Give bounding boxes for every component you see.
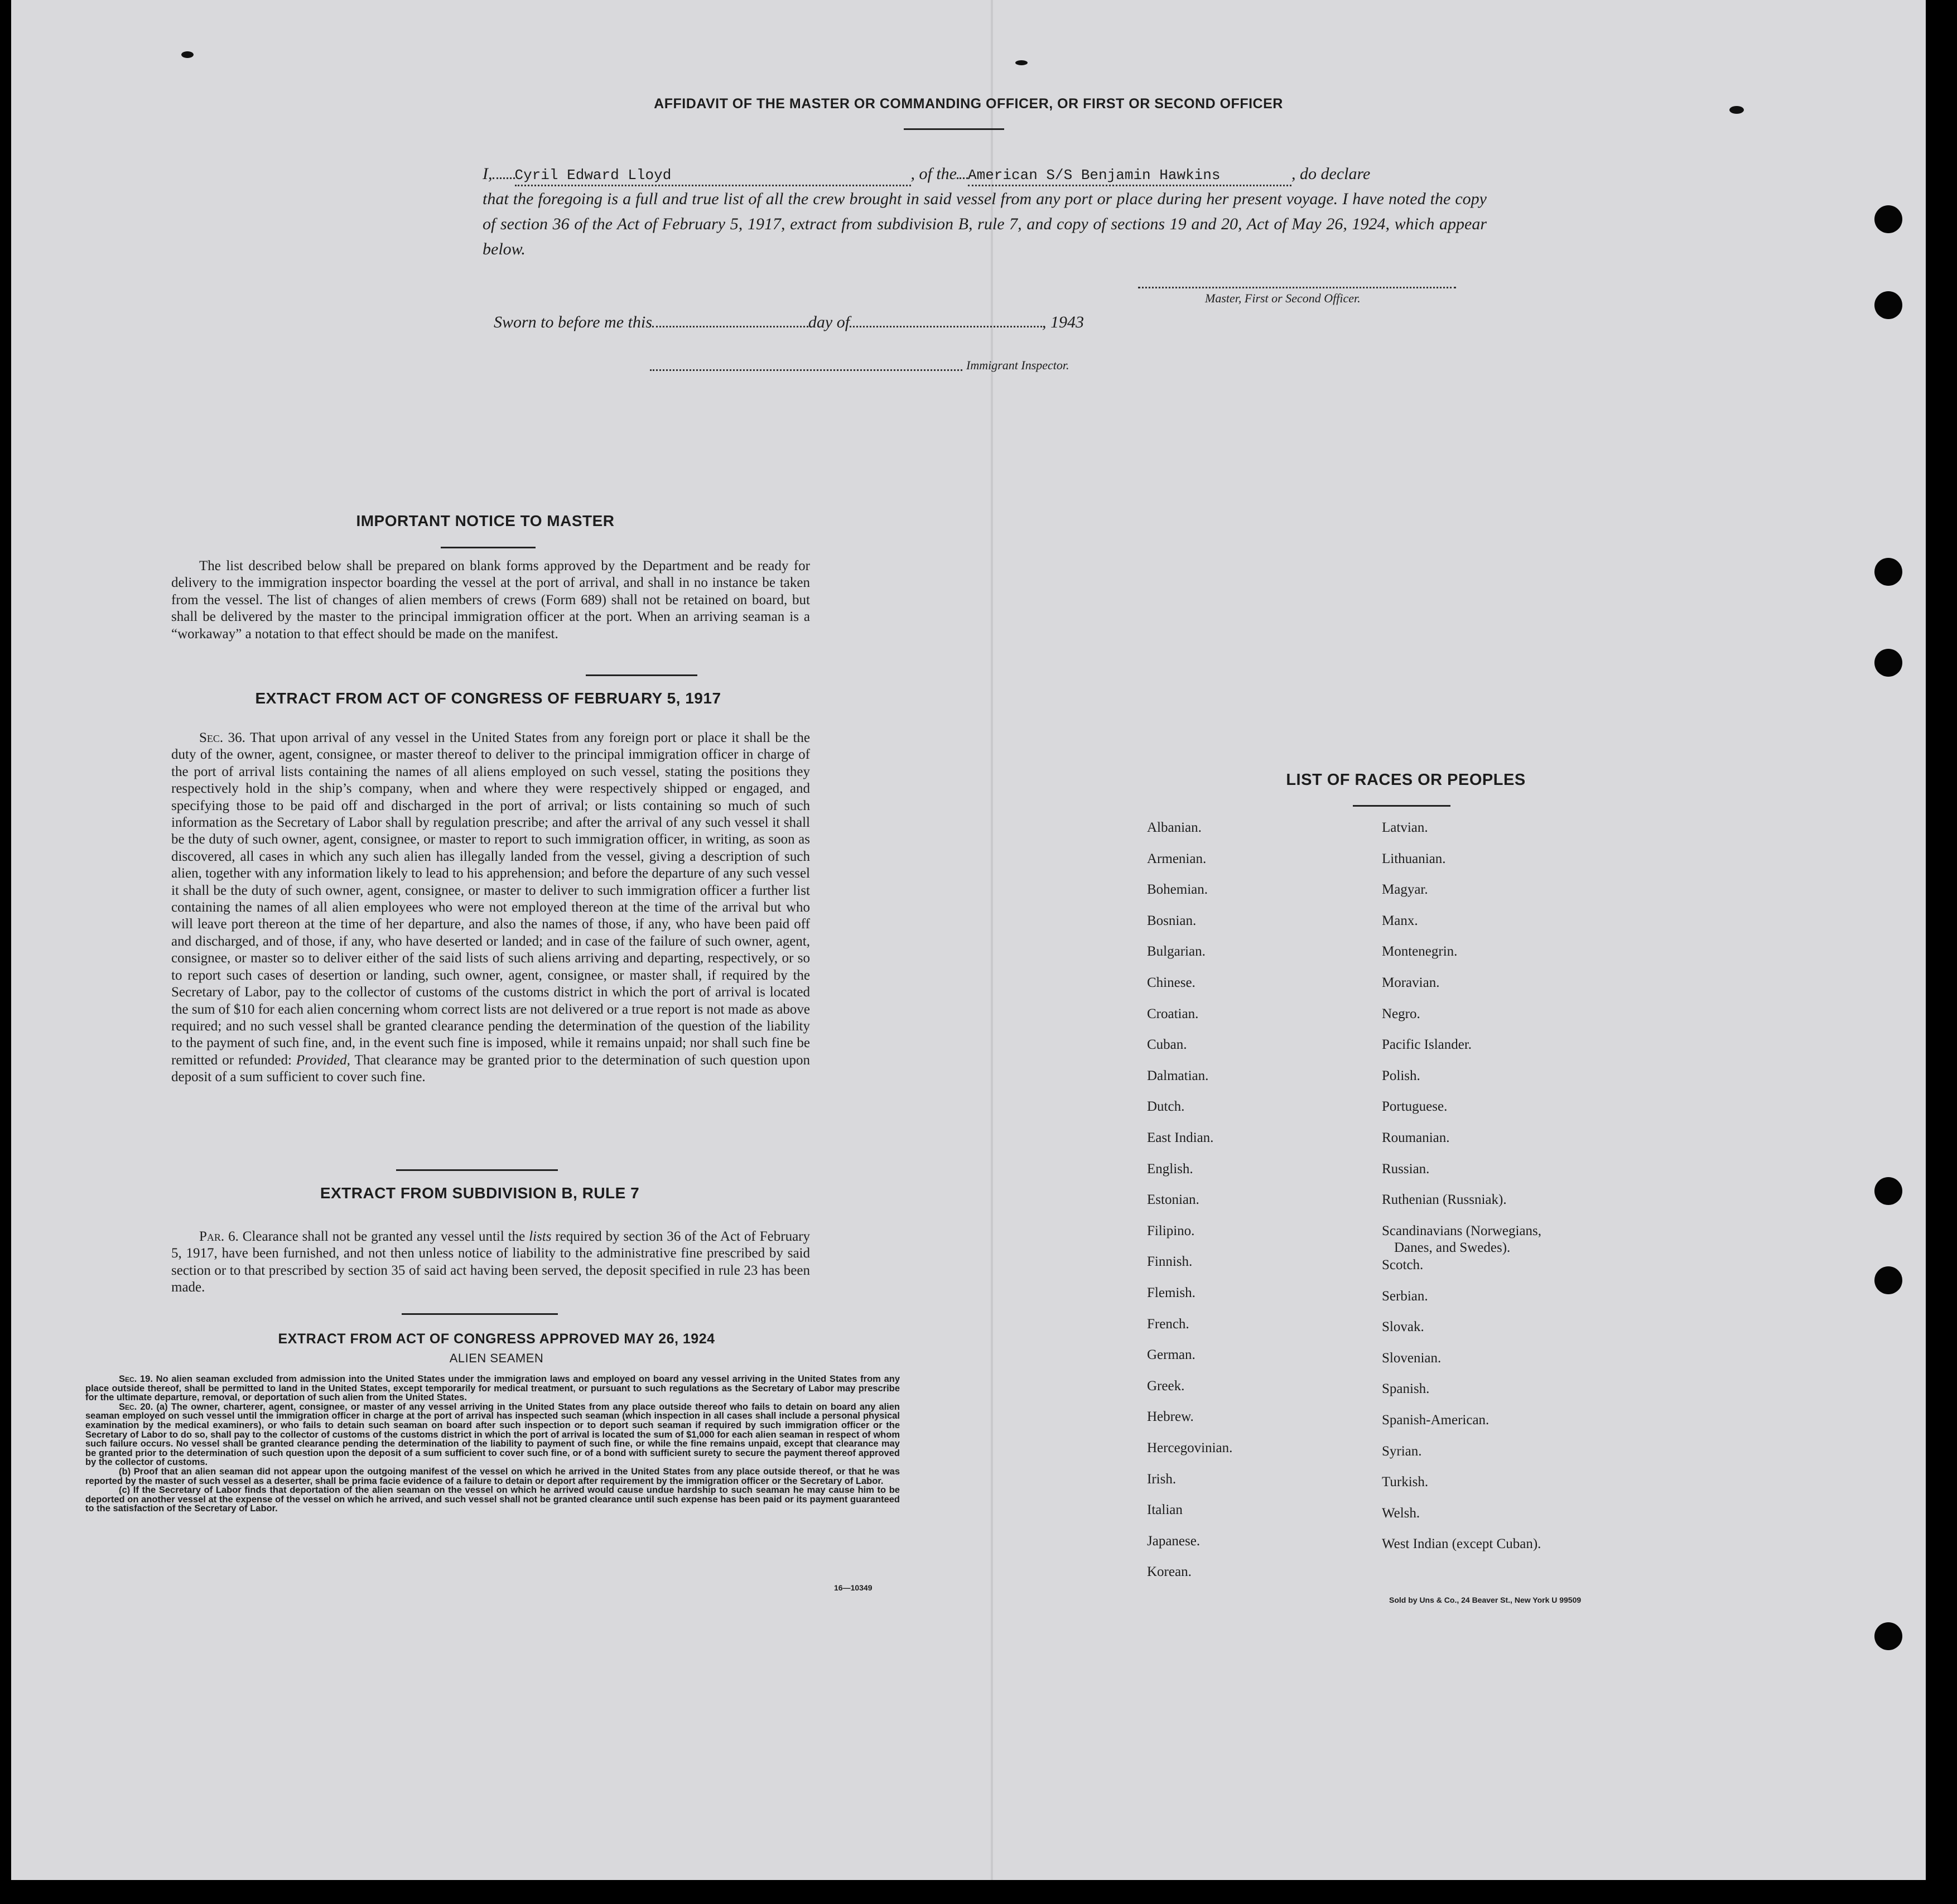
race-item: Croatian. [1147,1006,1199,1021]
race-item: Scandinavians (Norwegians, [1382,1223,1542,1238]
race-item: Greek. [1147,1378,1185,1394]
form-number: 16—10349 [834,1583,873,1592]
vessel-name-field[interactable]: American S/S Benjamin Hawkins [968,167,1291,186]
race-item: Turkish. [1382,1474,1429,1490]
race-item: Manx. [1382,913,1418,928]
race-item: Magyar. [1382,882,1428,898]
race-item: English. [1147,1161,1193,1177]
race-item: Syrian. [1382,1443,1422,1459]
extract-1924-divider [402,1313,558,1315]
race-item: Flemish. [1147,1285,1196,1300]
notice-title: IMPORTANT NOTICE TO MASTER [356,512,615,529]
race-item: East Indian. [1147,1130,1214,1145]
race-item: Bulgarian. [1147,944,1206,960]
punch-hole [1874,1266,1902,1294]
race-item: Japanese. [1147,1533,1201,1549]
rule7-title: EXTRACT FROM SUBDIVISION B, RULE 7 [320,1184,640,1202]
alien-seamen-subtitle: ALIEN SEAMEN [449,1351,544,1365]
race-item: Roumanian. [1382,1130,1450,1145]
inspector-caption: Immigrant Inspector. [966,358,1069,372]
race-item: Hebrew. [1147,1409,1194,1425]
declaration-first-line: I, Cyril Edward Lloyd , of the American S/S Benjamin Hawkins , do declare [483,160,1487,186]
race-item: French. [1147,1316,1189,1332]
race-item: Korean. [1147,1564,1192,1580]
declaration-text: that the foregoing is a full and true list of all the crew brought in said vessel from any port or place during her present voyage. I have noted the copy of section 36 of the Act of February 5, 1917, extract from subdivision B, rule 7, and copy of sections 19 and 20, Act of May 26, 1924, which appear below. [483,190,1487,258]
race-item: Serbian. [1382,1288,1428,1304]
race-item: Hercegovinian. [1147,1440,1233,1455]
races-title: LIST OF RACES OR PEOPLES [1286,771,1526,789]
race-item: Moravian. [1382,975,1440,990]
race-item: Cuban. [1147,1037,1187,1053]
race-item: German. [1147,1347,1196,1363]
race-item: Spanish. [1382,1381,1430,1397]
race-item: Bosnian. [1147,913,1197,928]
race-item: Bohemian. [1147,882,1208,898]
races-title-underline [1353,805,1450,807]
race-item: Irish. [1147,1471,1177,1487]
punch-hole [1874,1177,1902,1205]
race-item: Scotch. [1382,1257,1424,1272]
race-item: Spanish-American. [1382,1412,1490,1428]
officer-signature-line[interactable] [1138,287,1456,288]
sworn-day-field[interactable] [652,308,808,327]
affidavit-declaration [483,160,1487,262]
race-item: Dalmatian. [1147,1068,1209,1083]
race-item: Danes, and Swedes). [1394,1240,1511,1255]
extract-1924-title: EXTRACT FROM ACT OF CONGRESS APPROVED MAY 26, 1924 [278,1331,715,1347]
notice-title-underline [441,547,536,548]
sec-36-text: Sec. 36. That upon arrival of any vessel in the United States from any foreign port or place it shall be the duty of the owner, agent, consignee, or master thereof to deliver to the principal immigration officer in charge of the port of arrival lists containing the names of all aliens employed on such vessel, stating the positions they respectively hold in the ship’s company, when and where they were respectively shipped or engaged, and specifying those to be paid off and discharged in the port of arrival; or lists containing so much of such information as the Secretary of Labor shall by regulation prescribe; and after the arrival of any such vessel it shall be the duty of such owner, agent, consignee, or master to report to such immigration officer, in writing, as soon as discovered, all cases in which any such alien has illegally landed from the vessel, giving a description of such alien, together with any information likely to lead to his apprehension; and before the departure of any such vessel it shall be the duty of such owner, agent, consignee, or master to deliver to such immigration officer a further list containing the names of all alien employees who were not employed thereon at the time of the arrival but who will leave port thereon at the time of her departure, and also the names of those, if any, who have been paid off and discharged, and of those, if any, who have deserted or landed; and in case of the failure of such owner, agent, consignee, or master so to deliver either of the said lists of such aliens arriving and departing, respectively, or so to report such cases of desertion or landing, such owner, agent, consignee, or master shall, if required by the Secretary of Labor, pay to the collector of customs of the customs district in which the port of arrival is located the sum of $10 for each alien concerning whom correct lists are not delivered or a true report is not made as above required; and no such vessel shall be granted clearance pending the determination of the question of the liability to the payment of such fine, and, in the event such fine is imposed, while it remains unpaid; nor shall such fine be remitted or refunded: Provided, That clearance may be granted prior to the determination of such question upon deposit of a sum sufficient to cover such fine. [171,730,811,1085]
officer-caption: Master, First or Second Officer. [1205,291,1361,305]
race-item: Negro. [1382,1006,1420,1021]
race-item: Italian [1147,1502,1183,1518]
punch-hole [1874,1622,1902,1650]
document-page [11,0,1926,1880]
printer-note: Sold by Uns & Co., 24 Beaver St., New York U 99509 [1389,1595,1582,1604]
inspector-signature-line[interactable] [650,369,962,371]
race-item: Portuguese. [1382,1099,1448,1115]
extract-1917-title: EXTRACT FROM ACT OF CONGRESS OF FEBRUARY 5, 1917 [255,690,721,707]
race-item: Slovenian. [1382,1350,1442,1366]
sworn-line: Sworn to before me this day of , 1943 [494,308,1084,332]
race-item: Finnish. [1147,1254,1193,1270]
race-item: Welsh. [1382,1505,1420,1521]
title-underline [904,128,1004,130]
race-item: Ruthenian (Russniak). [1382,1192,1507,1208]
race-item: West Indian (except Cuban). [1382,1536,1541,1552]
affidavit-title: AFFIDAVIT OF THE MASTER OR COMMANDING OFFICER, OR FIRST OR SECOND OFFICER [654,96,1283,112]
sections-19-20-text: Sec. 19. No alien seaman excluded from admission into the United States under the immigration laws and employed on board any vessel arriving in the United States from any place outside thereof, shall be permitted to land in the United States, except temporarily for medical treatment, or pursuant to such regulations as the Secretary of Labor may prescribe for the ultimate departure, removal, or deportation of such alien from the United States. Sec. 20. (a) The owner, charterer, agent, consignee, or master of any vessel arriving in the United States from any place outside thereof who fails to detain on board any alien seaman employed on such vessel until the immigration officer in charge at the port of arrival has inspected such seaman (which inspection in all cases shall include a personal physical examination by the medical examiners), or who fails to detain such seaman on board after such inspection or to deport such seaman if required by such immigration officer or the Secretary of Labor to do so, shall pay to the collector of customs of the customs district in which the port of arrival is located the sum of $1,000 for each alien seaman in respect of whom such failure occurs. No vessel shall be granted clearance pending the determination of the liability to payment of such fine, or while the fine remains unpaid, except that clearance may be granted prior to the determination of such question upon the deposit of a sum sufficient to cover such fine, or of a bond with sufficient surety to secure the payment thereof approved by the collector of customs. (b) Proof that an alien seaman did not appear upon the outgoing manifest of the vessel on which he arrived in the United States from any place outside thereof, or that he was reported by the master of such vessel as a deserter, shall be prima facie evidence of a failure to detain or deport after requirement by the immigration officer or the Secretary of Labor. (c) If the Secretary of Labor finds that deportation of the alien seaman on the vessel on which he arrived would cause undue hardship to such seaman he may cause him to be deported on another vessel at the expense of the vessel on which he arrived, and such vessel shall not be granted clearance until such expense has been paid or its payment guaranteed to the satisfaction of the Secretary of Labor. [85,1374,900,1514]
punch-hole [1874,205,1902,233]
race-item: Filipino. [1147,1223,1195,1238]
master-name-field[interactable]: Cyril Edward Lloyd [515,167,911,186]
race-item: Estonian. [1147,1192,1199,1208]
sworn-month-field[interactable] [850,308,1042,327]
notice-text: The list described below shall be prepared on blank forms approved by the Department and be ready for delivery to the immigration inspector boarding the vessel at the port of arrival, and shall in no instance be taken from the vessel. The list of changes of alien members of crews (Form 689) shall not be retained on board, but shall be delivered by the master to the principal immigration officer at the port. When an arriving seaman is a “workaway” a notation to that effect should be made on the manifest. [171,558,810,642]
extract-1917-underline [586,674,697,676]
race-item: Montenegrin. [1382,944,1458,960]
race-item: Chinese. [1147,975,1196,990]
race-item: Dutch. [1147,1099,1185,1115]
race-item: Polish. [1382,1068,1420,1083]
ink-speck [181,51,194,58]
race-item: Russian. [1382,1161,1430,1177]
ink-speck [1015,60,1028,65]
race-item: Pacific Islander. [1382,1037,1472,1053]
race-item: Slovak. [1382,1319,1424,1335]
race-item: Lithuanian. [1382,851,1446,866]
punch-hole [1874,558,1902,586]
race-item: Armenian. [1147,851,1207,866]
punch-hole [1874,649,1902,677]
race-item: Latvian. [1382,820,1428,835]
page-fold [991,0,993,1880]
par-6-text: Par. 6. Clearance shall not be granted any vessel until the lists required by section 36 of the Act of February 5, 1917, have been furnished, and not then unless notice of liability to the administrative fine prescribed by said section or to that prescribed by section 35 of said act having been served, the deposit specified in rule 23 has been made. [171,1229,811,1295]
rule7-divider [396,1169,558,1171]
race-item: Albanian. [1147,820,1202,835]
punch-hole [1874,291,1902,319]
